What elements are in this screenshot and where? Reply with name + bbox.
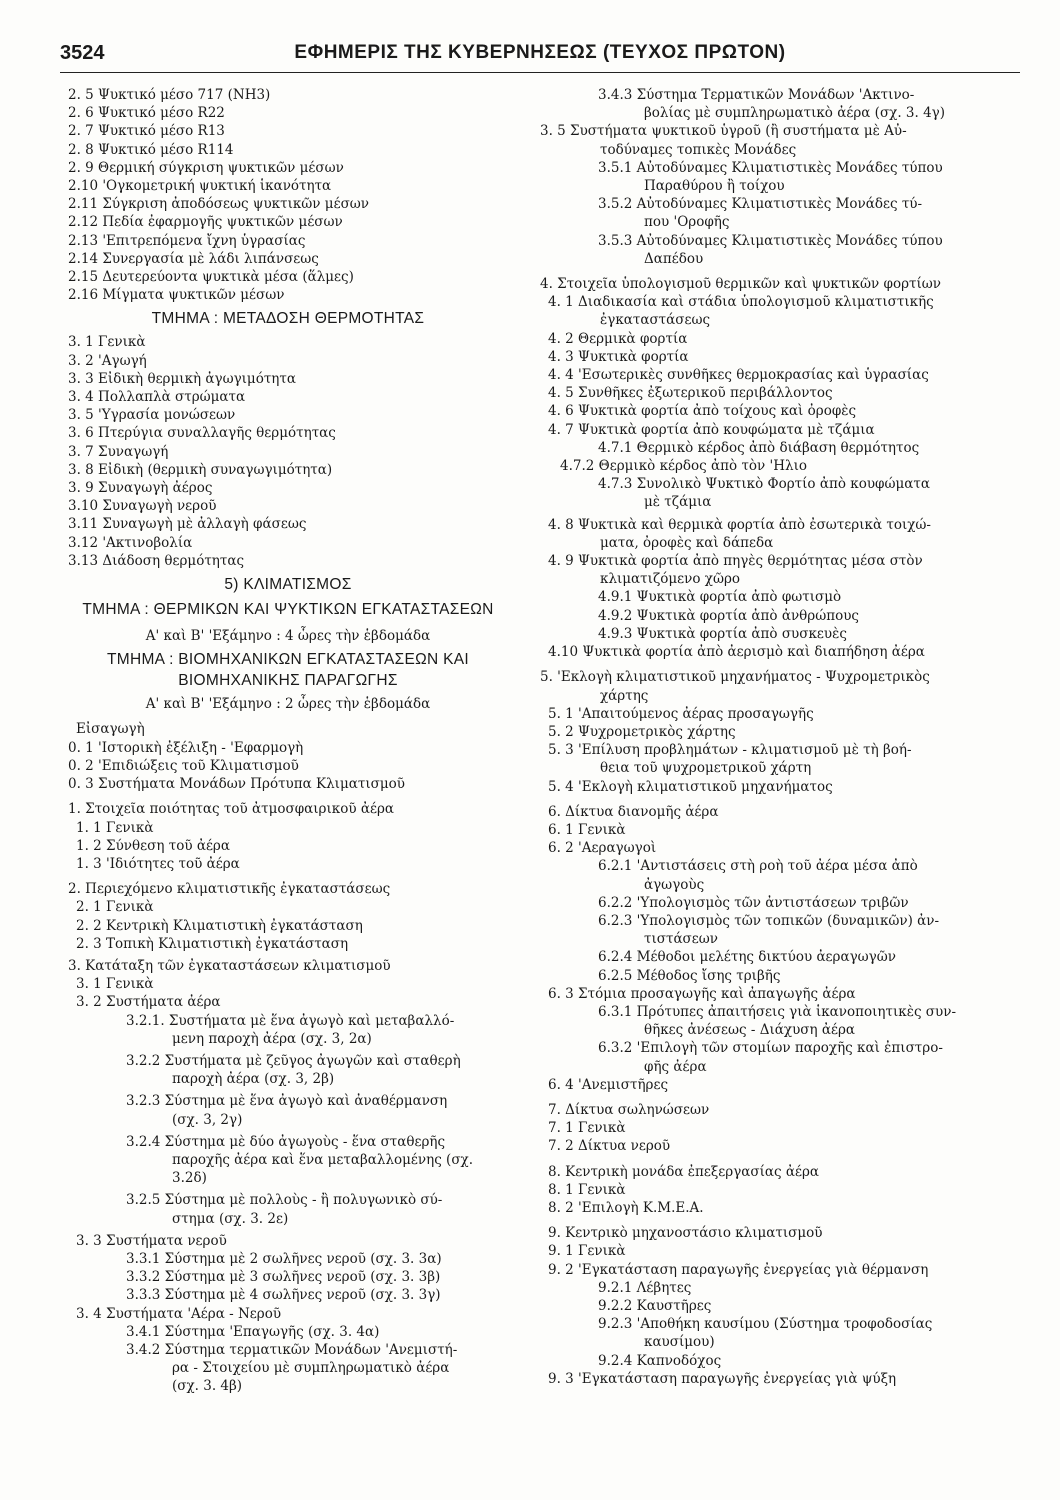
- toc-line: 0. 1 'Ιστορικὴ ἐξέλιξη - 'Εφαρμογὴ: [68, 739, 304, 756]
- toc-line: τιστάσεων: [644, 931, 718, 948]
- toc-line: 3. 7 Συναγωγή: [68, 443, 169, 460]
- toc-line: 6. 1 Γενικὰ: [548, 821, 626, 838]
- toc-line: Παραθύρου ἢ τοίχου: [644, 178, 785, 195]
- toc-line: 3. 9 Συναγωγὴ ἀέρος: [68, 480, 213, 497]
- toc-line: 2.11 Σύγκριση ἀποδόσεως ψυκτικῶν μέσων: [68, 196, 370, 213]
- toc-line: τοδύναμες τοπικὲς Μονάδες: [600, 141, 797, 158]
- toc-line: 4. 7 Ψυκτικὰ φορτία ἀπὸ κουφώματα μὲ τζάμια: [548, 421, 875, 438]
- toc-line: 6. 3 Στόμια προσαγωγῆς καὶ ἀπαγωγῆς ἀέρα: [548, 985, 856, 1002]
- toc-line: θῆκες ἀνέσεως - Διάχυση ἀέρα: [644, 1022, 856, 1039]
- toc-line: 3. 3 Συστήματα νεροῦ: [76, 1232, 227, 1249]
- toc-line: 3.3.2 Σύστημα μὲ 3 σωλῆνες νεροῦ (σχ. 3. 3β): [126, 1269, 441, 1286]
- toc-line: 9.2.1 Λέβητες: [598, 1279, 692, 1296]
- toc-line: 3.2.1. Συστήματα μὲ ἕνα ἀγωγὸ καὶ μεταβαλλό-: [126, 1012, 455, 1029]
- toc-line: ματα, ὀροφὲς καὶ δάπεδα: [600, 534, 774, 551]
- toc-line: 6.2.5 Μέθοδος ἴσης τριβῆς: [598, 967, 781, 984]
- toc-line: 2.14 Συνεργασία μὲ λάδι λιπάνσεως: [68, 250, 319, 267]
- toc-line: 6.2.1 'Αντιστάσεις στὴ ροὴ τοῦ ἀέρα μέσα ἀπὸ: [598, 858, 918, 875]
- toc-line: 4.7.2 Θερμικὸ κέρδος ἀπὸ τὸν 'Ηλιο: [560, 458, 808, 475]
- toc-line: (σχ. 3, 2γ): [172, 1111, 243, 1128]
- toc-line: 2. 8 Ψυκτικό μέσο R114: [68, 141, 234, 158]
- toc-line: 7. 1 Γενικὰ: [548, 1120, 626, 1137]
- toc-line: παροχὴ ἀέρα (σχ. 3, 2β): [172, 1071, 335, 1088]
- toc-line: 3. 1 Γενικὰ: [68, 334, 146, 351]
- toc-line: 4.9.1 Ψυκτικὰ φορτία ἀπὸ φωτισμὸ: [598, 589, 842, 606]
- toc-line: 0. 2 'Επιδιώξεις τοῦ Κλιματισμοῦ: [68, 757, 299, 774]
- toc-line: 2. 9 Θερμική σύγκριση ψυκτικῶν μέσων: [68, 159, 344, 176]
- semester-hours: Α' καὶ Β' 'Εξάμηνο : 2 ὧρες τὴν ἑβδομάδα: [145, 696, 431, 713]
- toc-line: 4. 1 Διαδικασία καὶ στάδια ὑπολογισμοῦ κλιματιστικῆς: [548, 294, 934, 311]
- toc-line: Δαπέδου: [644, 250, 704, 267]
- toc-line: 4. 5 Συνθῆκες ἐξωτερικοῦ περιβάλλοντος: [548, 385, 833, 402]
- toc-line: 3.4.1 Σύστημα 'Επαγωγῆς (σχ. 3. 4α): [126, 1323, 380, 1340]
- toc-line: 8. Κεντρικὴ μονάδα ἐπεξεργασίας ἀέρα: [548, 1163, 820, 1180]
- toc-line: 1. 1 Γενικὰ: [76, 819, 154, 836]
- toc-line: 2. Περιεχόμενο κλιματιστικῆς ἐγκαταστάσεως: [68, 881, 391, 898]
- chapter-heading: 5) ΚΛΙΜΑΤΙΣΜΟΣ: [224, 576, 352, 594]
- toc-line: 2.16 Μίγματα ψυκτικῶν μέσων: [68, 287, 285, 304]
- header-rule: [60, 72, 1020, 73]
- toc-line: 3. 2 'Αγωγή: [68, 352, 147, 369]
- toc-line: 3.4.2 Σύστημα τερματικῶν Μονάδων 'Ανεμιστή-: [126, 1341, 458, 1358]
- toc-line: 4. 3 Ψυκτικὰ φορτία: [548, 348, 689, 365]
- toc-line: 5. 2 Ψυχρομετρικὸς χάρτης: [548, 723, 736, 740]
- toc-line: 3.5.2 Αὐτοδύναμες Κλιματιστικὲς Μονάδες τύ-: [598, 196, 923, 213]
- toc-line: 1. 3 'Ιδιότητες τοῦ ἀέρα: [76, 855, 240, 872]
- toc-line: 2. 7 Ψυκτικό μέσο R13: [68, 123, 225, 140]
- toc-line: 7. Δίκτυα σωληνώσεων: [548, 1101, 710, 1118]
- toc-line: βολίας μὲ συμπληρωματικὸ ἀέρα (σχ. 3. 4γ): [644, 105, 946, 122]
- toc-line: 4.7.1 Θερμικὸ κέρδος ἀπὸ διάβαση θερμότητος: [598, 439, 920, 456]
- toc-line: ἐγκαταστάσεως: [600, 312, 711, 329]
- toc-line: που 'Οροφῆς: [644, 214, 730, 231]
- toc-line: 5. 'Εκλογὴ κλιματιστικοῦ μηχανήματος - Ψυχρομετρικὸς: [540, 669, 930, 686]
- toc-line: 3.2.2 Συστήματα μὲ ζεῦγος ἀγωγῶν καὶ σταθερὴ: [126, 1052, 461, 1069]
- toc-line: (σχ. 3. 4β): [172, 1378, 243, 1395]
- gazette-title: ΕΦΗΜΕΡΙΣ ΤΗΣ ΚΥΒΕΡΝΗΣΕΩΣ (ΤΕΥΧΟΣ ΠΡΩΤΟΝ): [294, 42, 786, 63]
- toc-line: 2. 1 Γενικὰ: [76, 899, 154, 916]
- toc-line: 5. 4 'Εκλογὴ κλιματιστικοῦ μηχανήματος: [548, 778, 833, 795]
- toc-line: 3.2δ): [172, 1170, 207, 1187]
- toc-line: 3.2.4 Σύστημα μὲ δύο ἀγωγοὺς - ἕνα σταθερῆς: [126, 1133, 446, 1150]
- toc-line: 4. 4 'Εσωτερικὲς συνθῆκες θερμοκρασίας καὶ ὑγρασίας: [548, 367, 929, 384]
- toc-line: 2.15 Δευτερεύοντα ψυκτικὰ μέσα (ἅλμες): [68, 269, 354, 286]
- toc-line: 2.12 Πεδία ἐφαρμογῆς ψυκτικῶν μέσων: [68, 214, 343, 231]
- toc-line: ρα - Στοιχείου μὲ συμπληρωματικὸ ἀέρα: [172, 1360, 450, 1377]
- toc-line: 6.2.3 'Υπολογισμὸς τῶν τοπικῶν (δυναμικῶν) ἀν-: [598, 912, 940, 929]
- toc-line: 9. 1 Γενικὰ: [548, 1243, 626, 1260]
- toc-line: θεια τοῦ ψυχρομετρικοῦ χάρτη: [600, 760, 812, 777]
- toc-line: 3.3.3 Σύστημα μὲ 4 σωλῆνες νεροῦ (σχ. 3. 3γ): [126, 1287, 441, 1304]
- toc-line: καυσίμου): [644, 1334, 715, 1351]
- toc-line: 3.3.1 Σύστημα μὲ 2 σωλῆνες νεροῦ (σχ. 3. 3α): [126, 1250, 442, 1267]
- toc-line: 4.7.3 Συνολικὸ Ψυκτικὸ Φορτίο ἀπὸ κουφώματα: [598, 476, 930, 493]
- semester-hours: Α' καὶ Β' 'Εξάμηνο : 4 ὧρες τὴν ἑβδομάδα: [145, 628, 431, 645]
- toc-line: 3.2.3 Σύστημα μὲ ἕνα ἀγωγὸ καὶ ἀναθέρμανση: [126, 1093, 448, 1110]
- toc-line: 6.2.4 Μέθοδοι μελέτης δικτύου ἀεραγωγῶν: [598, 949, 896, 966]
- toc-line: 6.2.2 'Υπολογισμὸς τῶν ἀντιστάσεων τριβῶν: [598, 894, 909, 911]
- toc-line: 3. 4 Συστήματα 'Αέρα - Νεροῦ: [76, 1305, 282, 1322]
- toc-line: 2. 6 Ψυκτικό μέσο R22: [68, 105, 225, 122]
- toc-line: 3. 1 Γενικὰ: [76, 976, 154, 993]
- toc-line: 9. 2 'Εγκατάσταση παραγωγῆς ἐνεργείας γιὰ θέρμανση: [548, 1261, 929, 1278]
- toc-line: φῆς ἀέρα: [644, 1058, 707, 1075]
- toc-line: 1. Στοιχεῖα ποιότητας τοῦ ἀτμοσφαιρικοῦ ἀέρα: [68, 801, 395, 818]
- toc-line: 8. 2 'Επιλογὴ Κ.Μ.Ε.Α.: [548, 1199, 704, 1216]
- toc-line: 9. Κεντρικὸ μηχανοστάσιο κλιματισμοῦ: [548, 1225, 823, 1242]
- toc-line: 4. 9 Ψυκτικὰ φορτία ἀπὸ πηγὲς θερμότητας μέσα στὸν: [548, 553, 923, 570]
- toc-line: 3.10 Συναγωγὴ νεροῦ: [68, 498, 217, 515]
- toc-line: 5. 1 'Απαιτούμενος ἀέρας προσαγωγῆς: [548, 705, 814, 722]
- toc-line: 6. Δίκτυα διανομῆς ἀέρα: [548, 803, 719, 820]
- right-column: [540, 86, 1010, 1388]
- toc-line: 9.2.4 Καπνοδόχος: [598, 1352, 722, 1369]
- toc-line: ἀγωγοὺς: [644, 876, 705, 893]
- toc-line: 3.5.3 Αὐτοδύναμες Κλιματιστικὲς Μονάδες τύπου: [598, 232, 943, 249]
- section-heading: ΤΜΗΜΑ : ΒΙΟΜΗΧΑΝΙΚΩΝ ΕΓΚΑΤΑΣΤΑΣΕΩΝ ΚΑΙ ΒΙΟΜΗΧΑΝΙΚΗΣ ΠΑΡΑΓΩΓΗΣ: [107, 651, 469, 690]
- toc-line: 9. 3 'Εγκατάσταση παραγωγῆς ἐνεργείας γιὰ ψύξη: [548, 1370, 897, 1387]
- page-header: [60, 36, 1020, 66]
- toc-line: 3. 5 Συστήματα ψυκτικοῦ ὑγροῦ (ἢ συστήματα μὲ Αὐ-: [540, 123, 907, 140]
- toc-line: 4.9.2 Ψυκτικὰ φορτία ἀπὸ ἀνθρώπους: [598, 607, 859, 624]
- toc-line: 2. 5 Ψυκτικό μέσο 717 (NH3): [68, 87, 271, 103]
- toc-line: 3.13 Διάδοση θερμότητας: [68, 552, 245, 569]
- toc-line: 3. Κατάταξη τῶν ἐγκαταστάσεων κλιματισμοῦ: [68, 957, 391, 974]
- toc-line: 3. 5 'Υγρασία μονώσεων: [68, 407, 236, 424]
- toc-line: μὲ τζάμια: [644, 494, 712, 511]
- toc-line: 6. 2 'Αεραγωγοὶ: [548, 840, 657, 857]
- toc-line: 2.13 'Επιτρεπόμενα ἴχνη ὑγρασίας: [68, 232, 306, 249]
- page-number: 3524: [60, 42, 105, 64]
- toc-line: 2.10 'Ογκομετρική ψυκτική ἱκανότητα: [68, 178, 332, 195]
- section-heading: ΤΜΗΜΑ : ΜΕΤΑΔΟΣΗ ΘΕΡΜΟΤΗΤΑΣ: [151, 310, 425, 328]
- toc-line: 9.2.3 'Αποθήκη καυσίμου (Σύστημα τροφοδοσίας: [598, 1316, 933, 1333]
- toc-line: 3.4.3 Σύστημα Τερματικῶν Μονάδων 'Ακτινο-: [598, 87, 915, 103]
- toc-line: 3.5.1 Αὐτοδύναμες Κλιματιστικὲς Μονάδες τύπου: [598, 159, 943, 176]
- toc-line: 3.2.5 Σύστημα μὲ πολλοὺς - ἢ πολυγωνικὸ σύ-: [126, 1192, 443, 1209]
- toc-line: μενη παροχὴ ἀέρα (σχ. 3, 2α): [172, 1030, 372, 1047]
- toc-line: 3. 2 Συστήματα ἀέρα: [76, 994, 221, 1011]
- toc-line: στημα (σχ. 3. 2ε): [172, 1210, 289, 1227]
- toc-line: 4.9.3 Ψυκτικὰ φορτία ἀπὸ συσκευὲς: [598, 625, 847, 642]
- toc-line: 3.11 Συναγωγὴ μὲ ἀλλαγὴ φάσεως: [68, 516, 307, 533]
- toc-line: 3. 6 Πτερύγια συναλλαγῆς θερμότητας: [68, 425, 336, 442]
- toc-line: 1. 2 Σύνθεση τοῦ ἀέρα: [76, 837, 230, 854]
- toc-line: χάρτης: [600, 687, 649, 704]
- toc-line: παροχῆς ἀέρα καὶ ἕνα μεταβαλλομένης (σχ.: [172, 1151, 474, 1168]
- toc-line: 0. 3 Συστήματα Μονάδων Πρότυπα Κλιματισμοῦ: [68, 776, 405, 793]
- toc-line: 3. 3 Εἰδικὴ θερμικὴ ἀγωγιμότητα: [68, 370, 296, 387]
- toc-line: 6.3.1 Πρότυπες ἀπαιτήσεις γιὰ ἱκανοποιητικὲς συν-: [598, 1003, 957, 1020]
- toc-line: 4. Στοιχεῖα ὑπολογισμοῦ θερμικῶν καὶ ψυκτικῶν φορτίων: [540, 276, 941, 293]
- toc-line: 8. 1 Γενικὰ: [548, 1181, 626, 1198]
- section-heading: ΤΜΗΜΑ : ΘΕΡΜΙΚΩΝ ΚΑΙ ΨΥΚΤΙΚΩΝ ΕΓΚΑΤΑΣΤΑΣΕΩΝ: [82, 601, 494, 619]
- toc-line: 2. 2 Κεντρικὴ Κλιματιστικὴ ἐγκατάσταση: [76, 917, 363, 934]
- toc-line: Εἰσαγωγὴ: [76, 721, 145, 738]
- toc-line: 3. 4 Πολλαπλὰ στρώματα: [68, 389, 246, 406]
- toc-line: 2. 3 Τοπικὴ Κλιματιστικὴ ἐγκατάσταση: [76, 935, 349, 952]
- toc-line: 4. 8 Ψυκτικὰ καὶ θερμικὰ φορτία ἀπὸ ἐσωτερικὰ τοιχώ-: [548, 516, 931, 533]
- toc-line: 4. 2 Θερμικὰ φορτία: [548, 330, 688, 347]
- toc-line: 3. 8 Εἰδικὴ (θερμικὴ συναγωγιμότητα): [68, 461, 333, 478]
- toc-line: 3.12 'Ακτινοβολία: [68, 534, 193, 551]
- toc-line: 5. 3 'Επίλυση προβλημάτων - κλιματισμοῦ μὲ τὴ βοή-: [548, 742, 912, 759]
- toc-line: κλιματιζόμενο χῶρο: [600, 571, 741, 588]
- toc-line: 6. 4 'Ανεμιστῆρες: [548, 1076, 669, 1093]
- toc-line: 7. 2 Δίκτυα νεροῦ: [548, 1138, 671, 1155]
- toc-line: 9.2.2 Καυστῆρες: [598, 1298, 712, 1314]
- toc-line: 6.3.2 'Επιλογὴ τῶν στομίων παροχῆς καὶ ἐπιστρο-: [598, 1040, 943, 1057]
- toc-line: 4.10 Ψυκτικὰ φορτία ἀπὸ ἀερισμὸ καὶ διαπήδηση ἀέρα: [548, 644, 925, 661]
- left-column: [68, 86, 508, 1396]
- toc-line: 4. 6 Ψυκτικὰ φορτία ἀπὸ τοίχους καὶ ὀροφὲς: [548, 403, 857, 420]
